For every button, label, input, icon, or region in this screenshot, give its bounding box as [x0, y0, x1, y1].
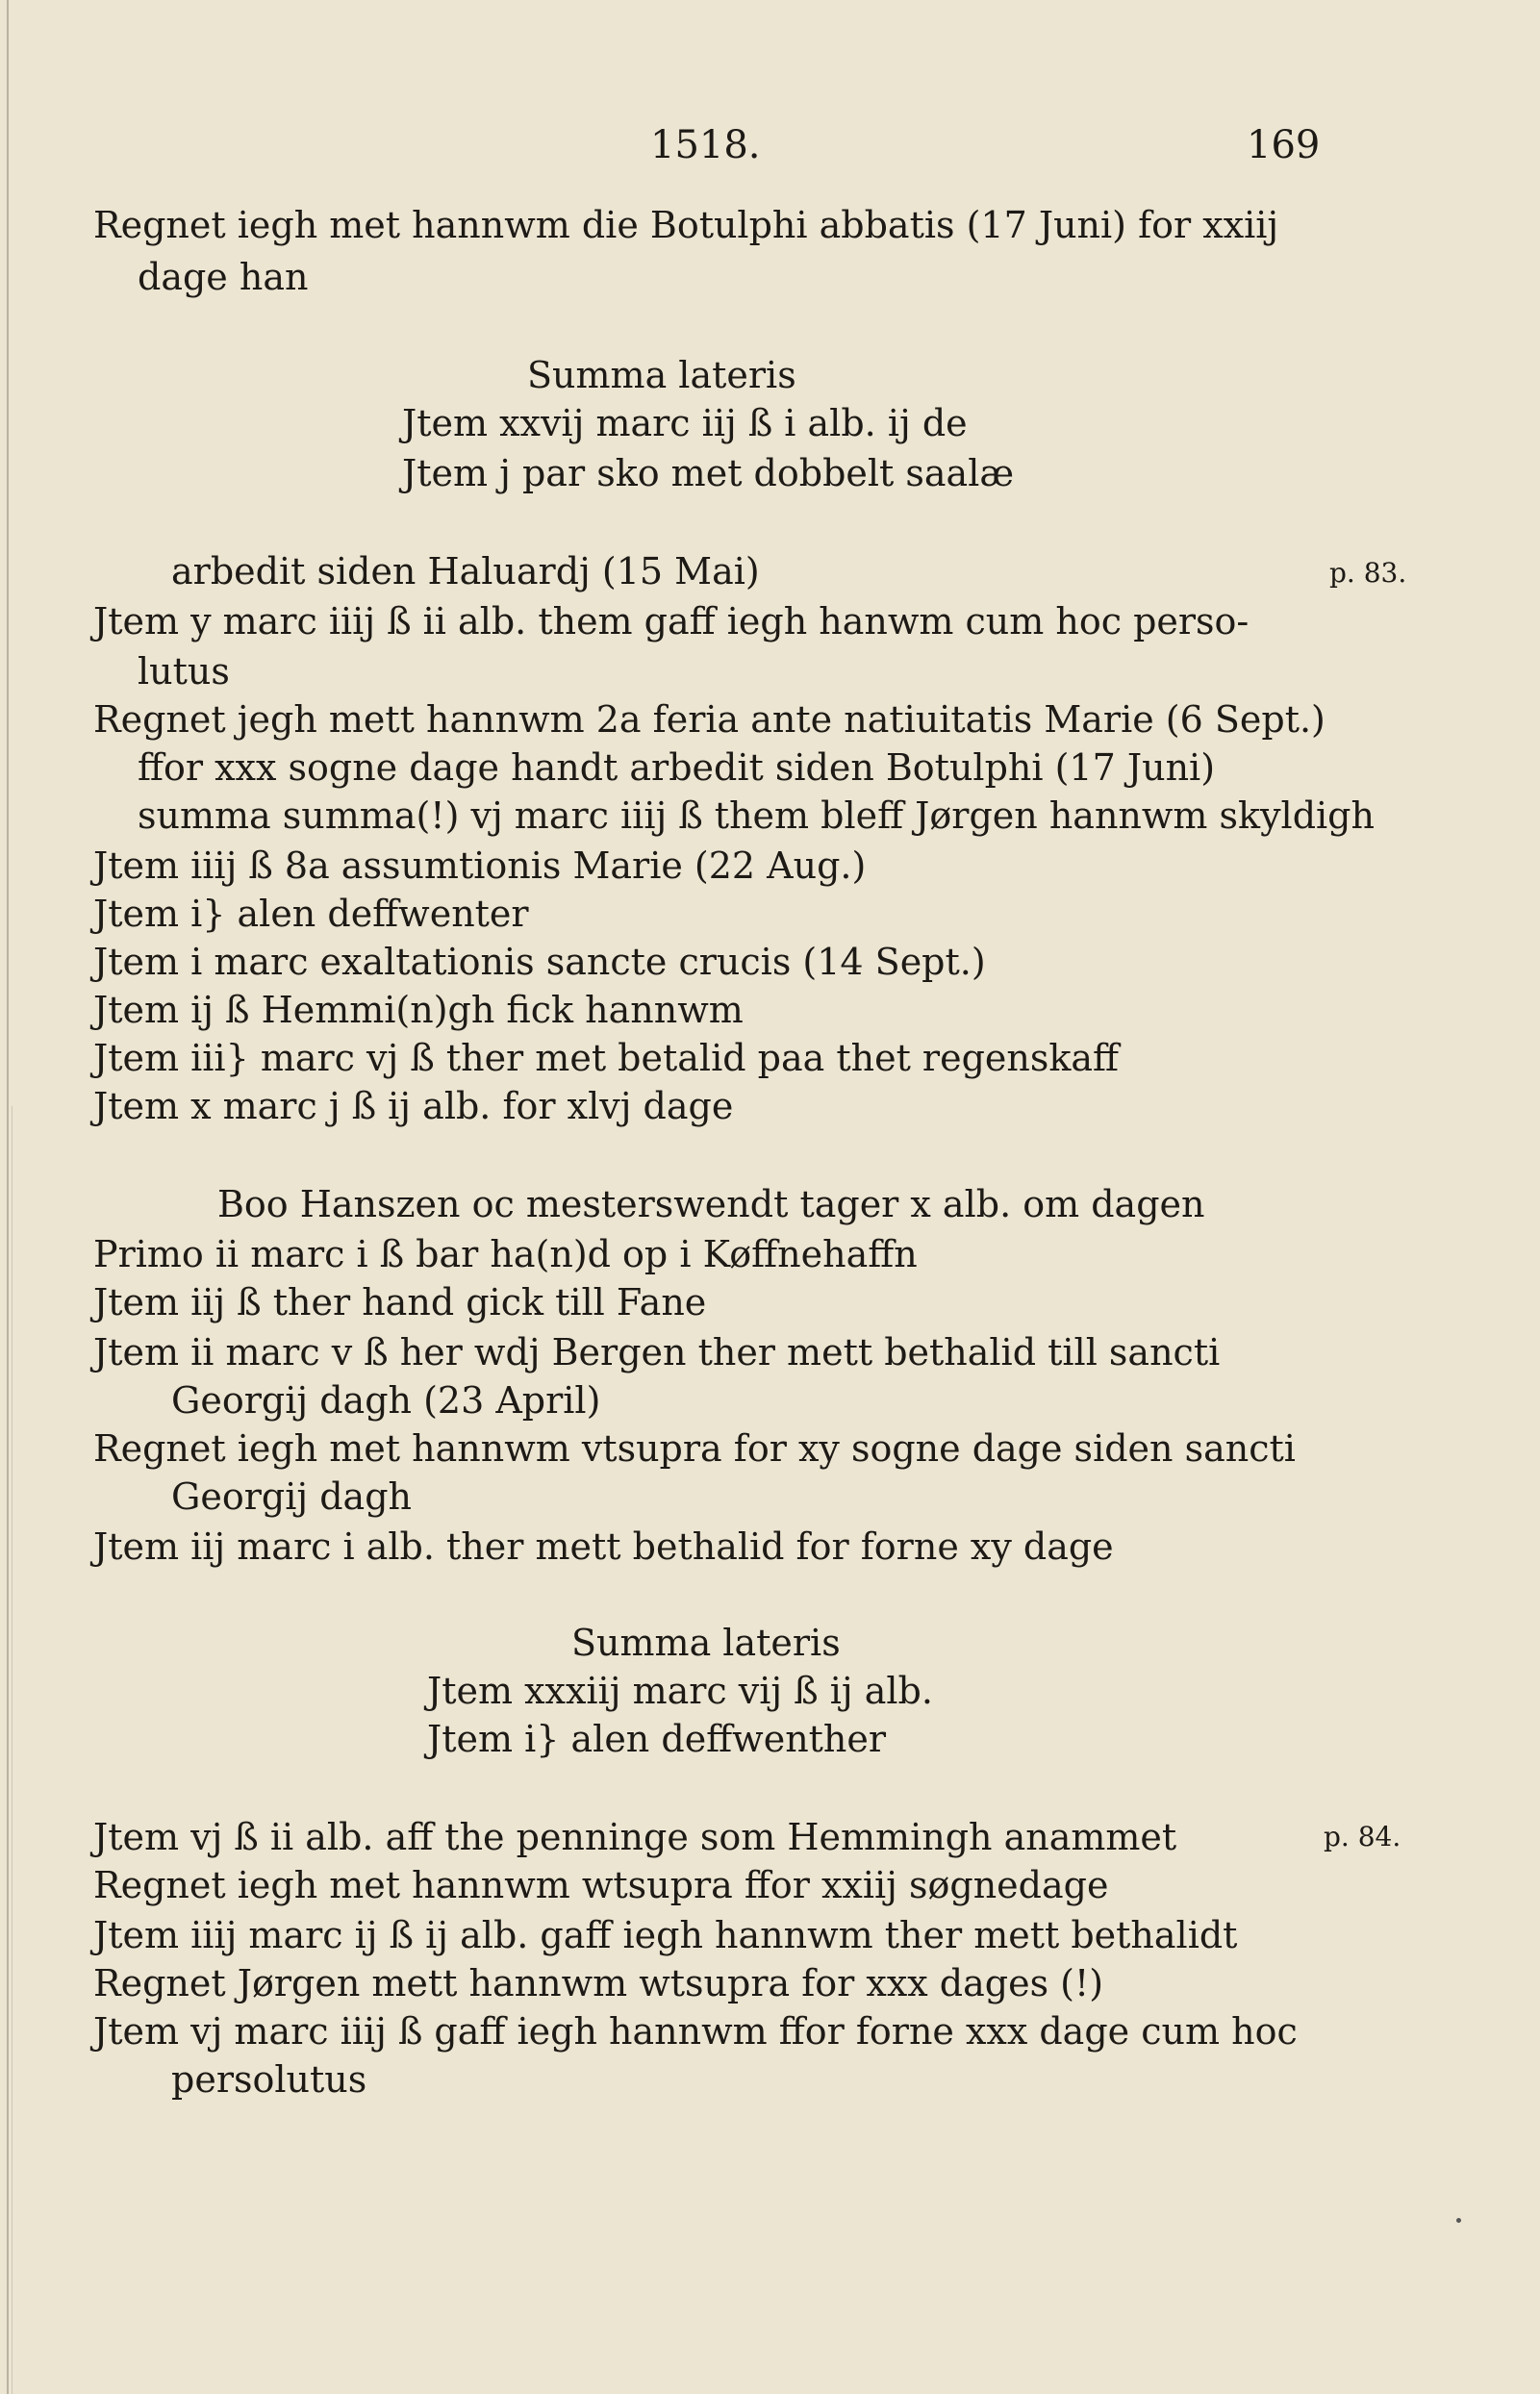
- text-line: persolutus: [171, 2058, 367, 2101]
- text-line: Jtem xxxiij marc vij ß ij alb.: [427, 1670, 933, 1712]
- text-line: Jtem ii marc v ß her wdj Bergen ther mett bethalid till sancti: [93, 1331, 1221, 1373]
- margin-page-ref: p. 84.: [1324, 1821, 1401, 1852]
- text-line: Jtem iij marc i alb. ther mett bethalid for forne xy dage: [93, 1525, 1114, 1568]
- text-line: Jtem x marc j ß ij alb. for xlvj dage: [93, 1085, 734, 1127]
- text-line: Georgij dagh: [171, 1475, 413, 1518]
- header-page-number: 169: [1247, 123, 1321, 167]
- text-line: Regnet iegh met hannwm vtsupra for xy sogne dage siden sancti: [93, 1427, 1296, 1470]
- page-speck: [1456, 2218, 1461, 2223]
- text-line: Jtem i marc exaltationis sancte crucis (14 Sept.): [93, 941, 986, 983]
- text-line: Jtem ij ß Hemmi(n)gh fick hannwm: [93, 989, 744, 1031]
- text-line: Regnet iegh met hannwm wtsupra ffor xxiij søgnedage: [93, 1864, 1109, 1906]
- summa-lateris-heading: Summa lateris: [571, 1622, 841, 1664]
- text-line: Regnet Jørgen mett hannwm wtsupra for xxx dages (!): [93, 1962, 1104, 2004]
- text-line: Georgij dagh (23 April): [171, 1379, 601, 1422]
- page-header: [0, 123, 1540, 171]
- text-line: Jtem vj ß ii alb. aff the penninge som Hemmingh anammet: [93, 1816, 1177, 1858]
- text-line: dage han: [138, 256, 309, 298]
- header-year: 1518.: [650, 123, 761, 167]
- text-line: Jtem xxvij marc iij ß i alb. ij de: [402, 402, 968, 444]
- text-line: summa summa(!) vj marc iiij ß them bleff Jørgen hannwm skyldigh: [138, 794, 1375, 837]
- text-line: Primo ii marc i ß bar ha(n)d op i Køffnehaffn: [93, 1233, 918, 1275]
- text-line: Regnet iegh met hannwm die Botulphi abbatis (17 Juni) for xxiij: [93, 204, 1279, 246]
- text-line: Jtem j par sko met dobbelt saalæ: [402, 452, 1015, 494]
- text-line: Jtem i} alen deffwenther: [427, 1718, 887, 1760]
- text-line: ffor xxx sogne dage handt arbedit siden Botulphi (17 Juni): [138, 746, 1216, 789]
- summa-lateris-heading: Summa lateris: [527, 354, 796, 396]
- page-edge-shadow: [7, 0, 9, 2394]
- text-line: Jtem iiij ß 8a assumtionis Marie (22 Aug.): [93, 844, 867, 887]
- text-line: arbedit siden Haluardj (15 Mai): [171, 550, 760, 592]
- text-line: Jtem i} alen deffwenter: [93, 893, 529, 935]
- text-line: Boo Hanszen oc mesterswendt tager x alb. om dagen: [217, 1183, 1205, 1225]
- text-line: Jtem iij ß ther hand gick till Fane: [93, 1281, 707, 1323]
- page-edge-shadow-inner: [12, 1106, 13, 2394]
- margin-page-ref: p. 83.: [1329, 557, 1407, 589]
- text-line: Jtem y marc iiij ß ii alb. them gaff iegh hanwm cum hoc perso-: [93, 600, 1250, 643]
- text-line: Jtem iii} marc vj ß ther met betalid paa thet regenskaff: [93, 1037, 1120, 1079]
- text-line: Regnet jegh mett hannwm 2a feria ante natiuitatis Marie (6 Sept.): [93, 698, 1325, 741]
- text-line: lutus: [138, 650, 230, 693]
- text-line: Jtem vj marc iiij ß gaff iegh hannwm ffor forne xxx dage cum hoc: [93, 2010, 1298, 2053]
- text-line: Jtem iiij marc ij ß ij alb. gaff iegh hannwm ther mett bethalidt: [93, 1914, 1238, 1956]
